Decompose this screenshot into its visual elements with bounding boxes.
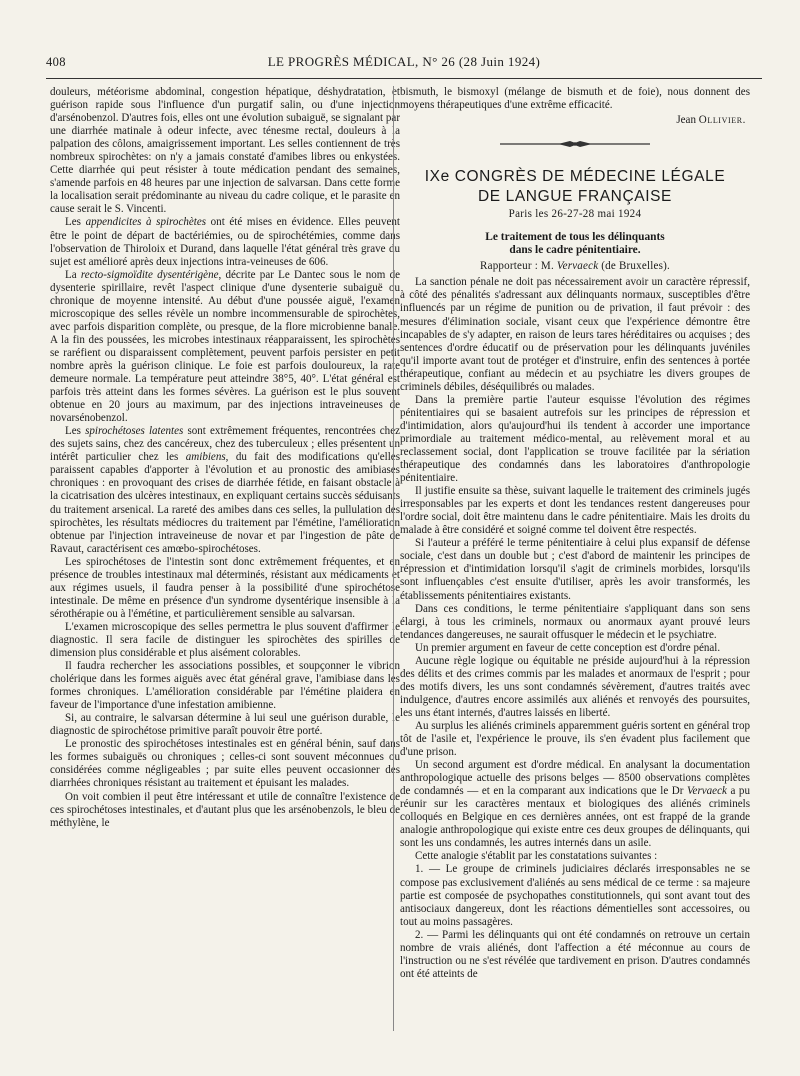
text-run: , du fait des modifications qu'elles paraissent capables d'apporter à l'évolution et au pronostic des amibiases chroniques : en provoquant des crises de diarrhée fétide, en faisant obstacle à la cicatrisation des ulcères intestinaux, en expliquant certains succès séduisants du traitement arsenical. La rareté des amibes dans ces selles, la pullulation des spirochètes, les résultats médiocres du traitement par l'émétine, l'amélioration obtenue par l'injection intraveineuse de novar et par l'ingestion de pâte de Ravaut, caractérisent ces amœbo-spirochétoses. [50, 451, 400, 555]
italic-term: recto-sigmoïdite dysentérigène [80, 268, 219, 281]
signature-last-name: Ollivier. [698, 114, 746, 127]
left-paragraph-6: L'examen microscopique des selles permettra le plus souvent d'affirmer le diagnostic. Il sera facile de distinguer les spirochètes des spirilles de dimension plus considérable et plus aisément colorables. [50, 620, 400, 660]
right-paragraph-6: Un premier argument en faveur de cette conception est d'ordre pénal. [415, 641, 721, 654]
left-paragraph-4 [50, 425, 400, 555]
italic-term: appendicites à spirochètes [85, 216, 207, 229]
text-run: Un second argument est d'ordre médical. En analysant la documentation anthropologique actuelle des prisons belges — 8500 observations complètes de condamnés — et en la comparant aux indications que le Dr [400, 759, 750, 798]
right-paragraph-1: La sanction pénale ne doit pas nécessairement avoir un caractère répressif, à côté des pénalités s'adressant aux délinquants normaux, susceptibles d'être influencés par un régime de punition ou de privation, il faut prévoir : des mesures d'élimination sociale, visant ceux que l'expérience démontre être incapables de s'y adapter, en raison de leurs tares héréditaires ou acquises ; des sentences d'ordre éducatif ou de préservation pour les délinquants juvéniles qu'il importe avant tout de protéger et d'instruire, enfin des sentences à portée thérapeutique, confiant au médecin et au psychiatre les divers groupes de criminels débiles, déséquilibrés ou malades. [400, 276, 750, 393]
section-rapporteur [400, 260, 750, 273]
left-paragraph-5: Les spirochétoses de l'intestin sont donc extrêmement fréquentes, et en présence de troubles intestinaux mal déterminés, résistant aux médicaments et aux régimes usuels, il faudra penser à la possibilité d'une spirochétose intestinale. De même en présence d'un syndrome dysentérique insensible à la sérothérapie ou à l'émétine, et particulièrement sensible au salvarsan. [50, 555, 400, 620]
page-number: 408 [46, 55, 66, 69]
left-paragraph-3 [50, 269, 400, 426]
right-paragraph-3: Il justifie ensuite sa thèse, suivant laquelle le traitement des criminels jugés irresponsables par les experts et dont les tendances restent dangereuses pour l'ordre social, doit être maintenu dans le cadre pénitentiaire. Mais les droits du malade à être considéré et soigné comme tel doivent être respectés. [400, 485, 750, 537]
right-paragraph-10: Cette analogie s'établit par les constatations suivantes : [415, 850, 658, 863]
left-paragraph-1: douleurs, météorisme abdominal, congestion hépatique, déshydratation, et guérison rapide sous l'influence d'un purgatif salin, ou d'une injection d'arsénobenzol. D'autres fois, elles ont une évolution subaiguë, se signalant par une diarrhée matinale à odeur infecte, avec ténesme rectal, douleurs à la palpation des côlons, amaigrissement important. Les selles contiennent de très nombreux spirochètes: on n'y a jamais constaté d'amibes libres ou enkystées. Cette diarrhée qui peut résister à toute médication pendant des semaines, s'amende parfois en 48 heures par une injection de salvarsan. Dans cette forme la localisation serait prédominante au niveau du cadre colique, et le parasite en cause serait le S. Vincenti. [50, 86, 400, 216]
italic-term: spirochétoses latentes [85, 425, 184, 438]
text-run: Les [65, 425, 86, 438]
text-run: a pu réunir sur les caractères mentaux et biologiques des aliénés criminels colloqués en Belgique en ces dernières années, ont est frappé de la grande analogie anthropologique qui existe entre ces deux groupes de délinquants, qui sont les uns condamnés, les autres internés dans un asile. [400, 785, 750, 850]
column-divider [393, 86, 394, 1031]
right-paragraph-12: 2. — Parmi les délinquants qui ont été condamnés on retrouve un certain nombre de vrais aliénés, dont l'affection a été méconnue au cours de l'instruction ou ne s'est révélée que tardivement en prison. D'autres condamnés ont été atteints de [400, 928, 750, 980]
author-signature [400, 114, 750, 127]
right-paragraph-0: bismuth, le bismoxyl (mélange de bismuth et de foie), nous donnent des moyens thérapeutiques d'une extrême efficacité. [400, 86, 750, 112]
section-topic [400, 231, 750, 257]
header-rule [46, 78, 762, 79]
left-paragraph-8: Si, au contraire, le salvarsan détermine à lui seul une guérison durable, le diagnostic de spirochétose primitive paraît pouvoir être porté. [50, 712, 400, 738]
text-run: , décrite par Le Dantec sous le nom de dysenterie spirillaire, revêt l'aspect clinique d'une dysenterie subaiguë ou chronique de moyenne intensité. Au début d'une poussée aiguë, l'examen microscopique des selles révèle un nombre incommensurable de spirochètes, avec parfois disparition complète, ou presque, de la flore microbienne banale. A la fin des poussées, les microbes intestinaux réapparaissent, les spirochètes se raréfient ou disparaissent complètement, peuvent parfois persister en petit nombre après la guérison clinique. Le foie est parfois douloureux, la rate demeure normale. La température peut atteindre 38°5, 40°. L'état général est parfois très atteint dans les formes sévères. La guérison est le plus souvent obtenue en 20 jours au maximum, par des injections intraveineuses de novarsénobenzol. [50, 268, 400, 425]
text-run: sont extrêmement fréquentes, rencontrées chez des sujets sains, chez des cancéreux, chez des tuberculeux ; elles présentent un intérêt particulier chez les [50, 425, 400, 464]
text-run: ont été mises en évidence. Elles peuvent être le point de départ de bactériémies, ou de spirochétémies, comme dans l'observation de Thiroloix et Durand, dans laquelle l'état général très grave du sujet est amélioré après deux injections intra-veineuses de 606. [50, 216, 400, 268]
ornament-rule-icon [500, 139, 650, 149]
section-topic-line: Le traitement de tous les délinquants [485, 231, 665, 244]
italic-term: Vervaeck [556, 260, 599, 273]
section-title: IXe CONGRÈS DE MÉDECINE LÉGALE [424, 168, 726, 186]
text-run: Rapporteur : M. [480, 260, 557, 273]
ornament-divider-icon [400, 139, 750, 153]
section-place-date: Paris les 26-27-28 mai 1924 [508, 208, 642, 221]
left-column [50, 86, 400, 830]
page-header [46, 53, 762, 75]
right-paragraph-9 [400, 759, 750, 850]
running-title: LE PROGRÈS MÉDICAL, N° 26 (28 Juin 1924) [267, 54, 541, 69]
text-run: Les [65, 216, 86, 229]
text-run: (de Bruxelles). [598, 260, 670, 273]
right-paragraph-4: Si l'auteur a préféré le terme pénitentiaire à celui plus expansif de défense sociale, c'est dans un double but ; c'est d'abord de maintenir les principes de répression et d'intimidation lorsqu'il s'agit de criminels morbides, lorsqu'ils sont influençables c'est ensuite d'utiliser, après les avoir transformés, les établissements pénitentiaires existants. [400, 537, 750, 602]
signature-first-name: Jean [676, 114, 696, 127]
right-paragraph-5: Dans ces conditions, le terme pénitentiaire s'appliquant dans son sens élargi, à tous les criminels, normaux ou anormaux ayant prouvé leurs tendances dangereuses, ne saurait offusquer le médecin et le psychiatre. [400, 602, 750, 641]
right-paragraph-2: Dans la première partie l'auteur esquisse l'évolution des régimes pénitentiaires qui se basaient autrefois sur les principes de répression et d'intimidation, alors qu'aujourd'hui ils tendent à accorder une importance primordiale au traitement médico-mental, au relèvement moral et au reclassement social, dont l'application se trouve facilitée par la sériation thérapeutique des condamnés dans les laboratoires d'anthropologie pénitentiaire. [400, 393, 750, 485]
right-paragraph-11: 1. — Le groupe de criminels judiciaires déclarés irresponsables ne se compose pas exclusivement d'aliénés au sens médical de ce terme : sa majeure partie est composée de psychopathes constitutionnels, qui sont avant tout des antisociaux dangereux, dont les réactions démentielles sont accessoires, ou tout au moins passagères. [400, 863, 750, 928]
right-paragraph-8: Au surplus les aliénés criminels apparemment guéris sortent en général trop tôt de l'asile et, l'expérience le prouve, ils s'en évadent plus facilement que d'une prison. [400, 719, 750, 759]
left-paragraph-7: Il faudra rechercher les associations possibles, et soupçonner le vibrion cholérique dans les formes aiguës avec état général grave, l'amibiase dans les formes chroniques. L'amélioration considérable par l'émétine plaidera en faveur de l'importance d'une infestation amibienne. [50, 660, 400, 712]
right-column [400, 86, 750, 981]
left-paragraph-9: Le pronostic des spirochétoses intestinales est en général bénin, sauf dans les formes subaiguës ou chroniques ; celles-ci sont souvent méconnues ou considérées comme négligeables ; par suite elles peuvent occasionner des diarrhées chroniques résistant au traitement et épuisant les malades. [50, 738, 400, 790]
section-topic-line: dans le cadre pénitentiaire. [509, 244, 641, 257]
italic-term: Vervaeck [687, 785, 727, 798]
left-paragraph-2 [50, 216, 400, 268]
section-subtitle: DE LANGUE FRANÇAISE [478, 188, 672, 206]
right-paragraph-7: Aucune règle logique ou équitable ne préside aujourd'hui à la répression des délits et des crimes commis par les malades et anormaux de l'esprit ; pour des motifs divers, les uns sont condamnés sévèrement, d'autres traités avec indulgence, d'autres encore assimilés aux aliénés et renvoyés des poursuites, les uns étant internés, d'autres laissés en liberté. [400, 654, 750, 719]
text-run: La [65, 268, 81, 281]
left-paragraph-10: On voit combien il peut être intéressant et utile de connaître l'existence de ces spirochétoses intestinales, et d'autant plus que les arsénobenzols, le bleu de méthylène, le [50, 790, 400, 829]
italic-term: amibiens [185, 451, 226, 464]
